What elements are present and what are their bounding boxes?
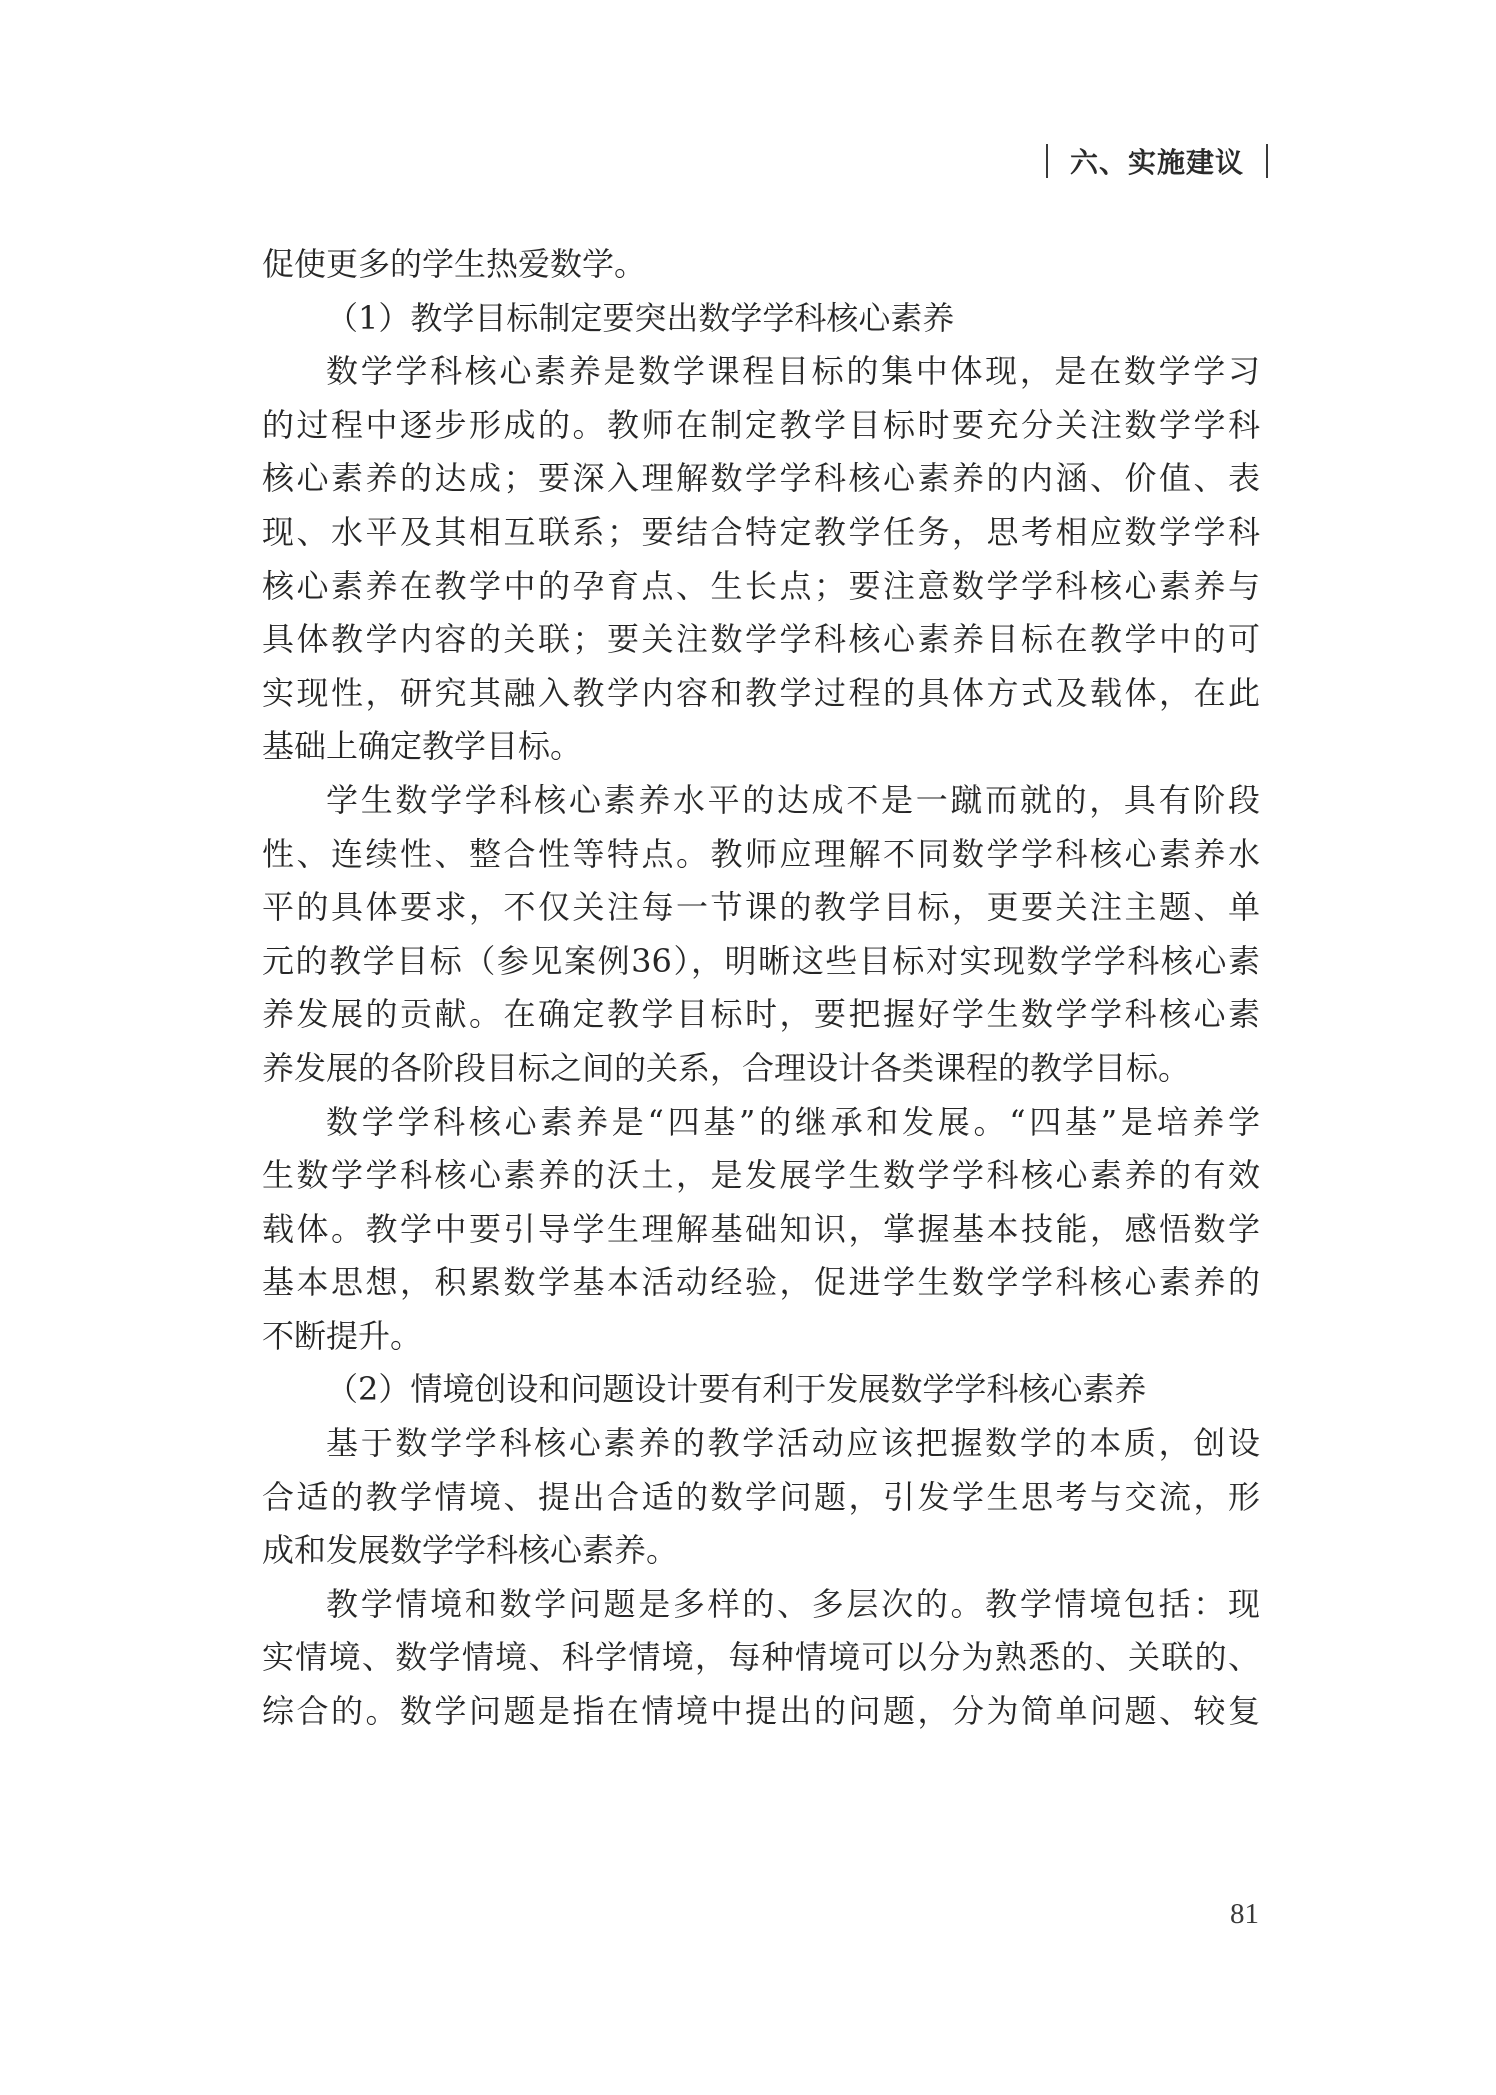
text-line: 具体教学内容的关联；要关注数学学科核心素养目标在教学中的可 (262, 620, 1260, 659)
section-title: 六、实施建议 (1069, 146, 1244, 179)
text-line: 数学学科核心素养是数学课程目标的集中体现，是在数学学习 (326, 352, 1260, 391)
text-line: 促使更多的学生热爱数学。 (262, 245, 647, 283)
text-line: 学生数学学科核心素养水平的达成不是一蹴而就的，具有阶段 (326, 780, 1260, 819)
text-line: 核心素养在教学中的孕育点、生长点；要注意数学学科核心素养与 (262, 566, 1260, 605)
text-line: 数学学科核心素养是“四基”的继承和发展。“四基”是培养学 (326, 1102, 1260, 1141)
running-header (1046, 140, 1268, 182)
text-line: 教学情境和数学问题是多样的、多层次的。教学情境包括：现 (326, 1584, 1260, 1623)
text-line: 基本思想，积累数学基本活动经验，促进学生数学学科核心素养的 (262, 1263, 1260, 1302)
text-line: 载体。教学中要引导学生理解基础知识，掌握基本技能，感悟数学 (262, 1209, 1260, 1248)
text-line: 核心素养的达成；要深入理解数学学科核心素养的内涵、价值、表 (262, 459, 1260, 498)
text-line: 生数学学科核心素养的沃土，是发展学生数学学科核心素养的有效 (262, 1156, 1260, 1195)
text-line: 不断提升。 (262, 1316, 423, 1355)
text-line: 平的具体要求，不仅关注每一节课的教学目标，更要关注主题、单 (262, 888, 1260, 927)
text-line: 实情境、数学情境、科学情境，每种情境可以分为熟悉的、关联的、 (262, 1638, 1260, 1677)
text-line: 养发展的贡献。在确定教学目标时，要把握好学生数学学科核心素 (262, 995, 1260, 1034)
text-line: 性、连续性、整合性等特点。教师应理解不同数学学科核心素养水 (262, 834, 1260, 873)
header-right-rule (1266, 144, 1268, 178)
text-line: 成和发展数学学科核心素养。 (262, 1531, 679, 1570)
text-line: 基于数学学科核心素养的教学活动应该把握数学的本质，创设 (326, 1424, 1260, 1463)
text-line: 的过程中逐步形成的。教师在制定教学目标时要充分关注数学学科 (262, 405, 1260, 444)
text-line: （2）情境创设和问题设计要有利于发展数学学科核心素养 (326, 1370, 1147, 1409)
body-text (262, 238, 1260, 1739)
text-line: 现、水平及其相互联系；要结合特定教学任务，思考相应数学学科 (262, 512, 1260, 551)
text-line: 养发展的各阶段目标之间的关系，合理设计各类课程的教学目标。 (262, 1048, 1191, 1087)
text-line: 综合的。数学问题是指在情境中提出的问题，分为简单问题、较复 (262, 1692, 1260, 1731)
page-number: 81 (1230, 1898, 1259, 1930)
text-line: 实现性，研究其融入教学内容和教学过程的具体方式及载体，在此 (262, 673, 1260, 712)
text-line: 元的教学目标（参见案例36），明晰这些目标对实现数学学科核心素 (262, 941, 1260, 980)
text-line: 基础上确定教学目标。 (262, 727, 583, 766)
text-line: 合适的教学情境、提出合适的数学问题，引发学生思考与交流，形 (262, 1477, 1260, 1516)
text-line: （1）教学目标制定要突出数学学科核心素养 (326, 298, 955, 337)
